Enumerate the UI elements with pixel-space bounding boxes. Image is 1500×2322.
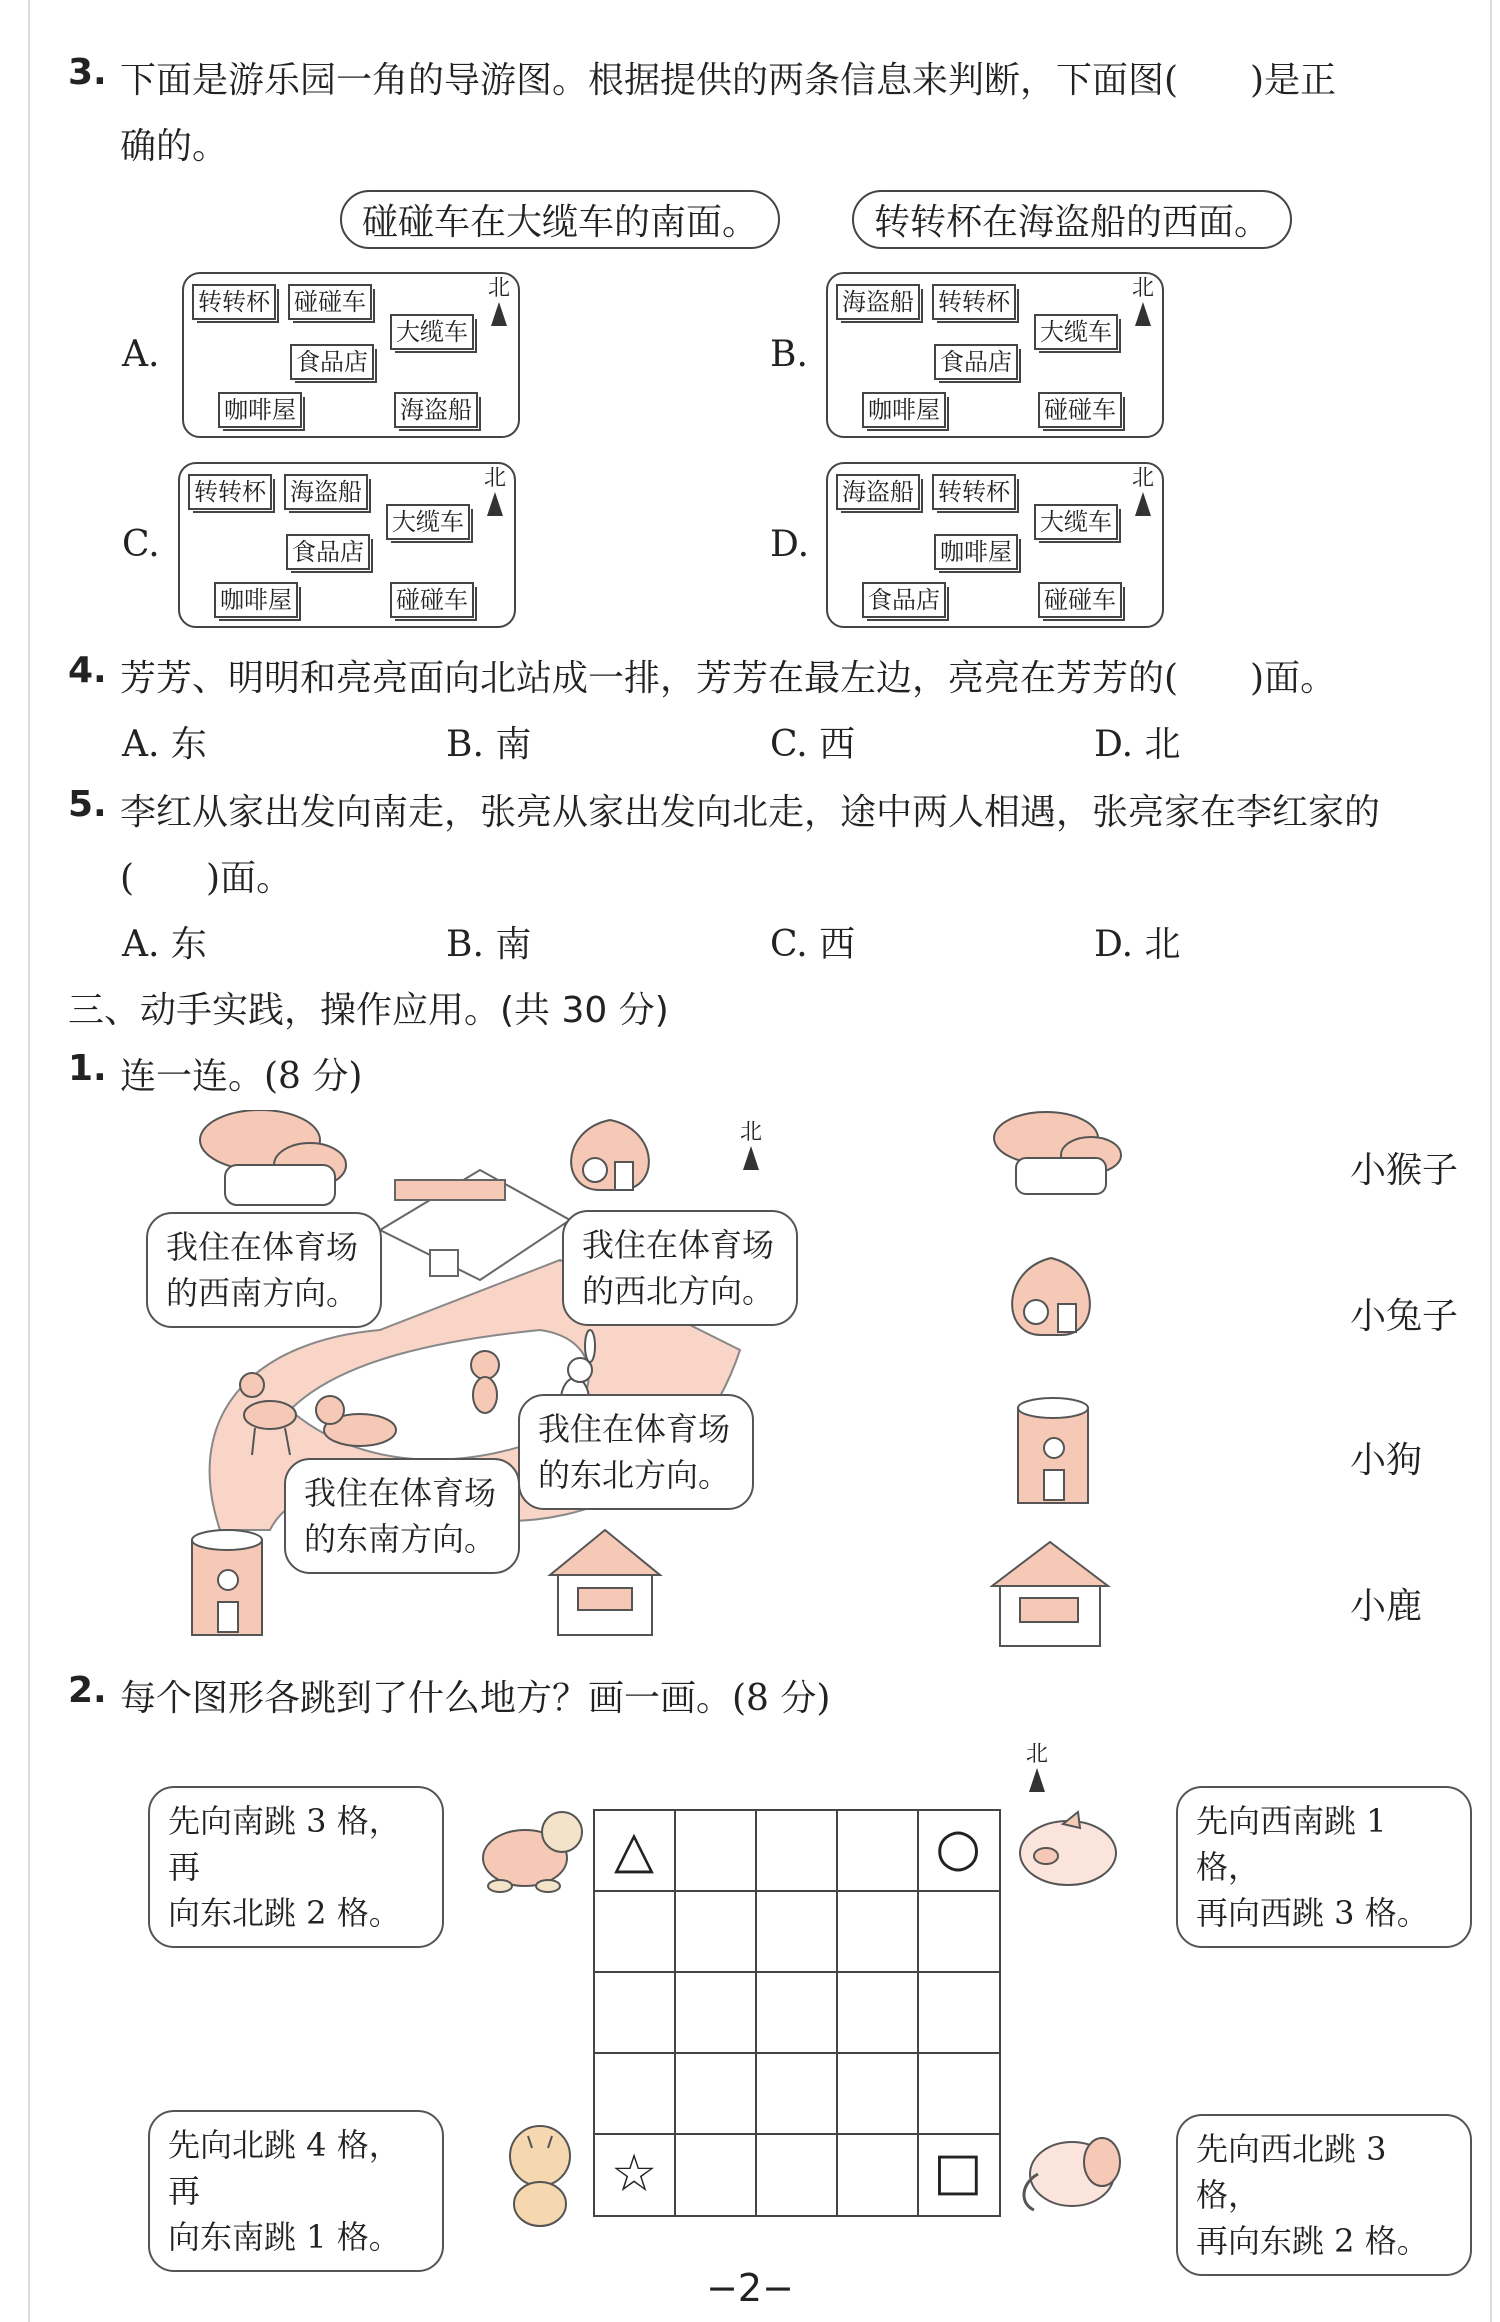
map-d-middle: 咖啡屋 (934, 534, 1018, 570)
elephant-icon (1010, 2124, 1130, 2224)
map-a-north-icon: 北 (484, 278, 514, 326)
q3-text-line1: 下面是游乐园一角的导游图。根据提供的两条信息来判断，下面图( )是正 (120, 60, 1337, 101)
map-a-bottom-right: 海盗船 (394, 392, 478, 428)
bubble-line: 的西北方向。 (582, 1272, 775, 1310)
bubble-line: 向东南跳 1 格。 (168, 2218, 401, 2256)
peach-house-icon (571, 1120, 649, 1190)
q4-option-a[interactable]: A. 东 (122, 724, 207, 765)
map-a-bottom-left: 咖啡屋 (218, 392, 302, 428)
bubble-line: 先向西南跳 1 格， (1196, 1802, 1387, 1886)
q5-option-d[interactable]: D. 北 (1094, 924, 1181, 965)
bubble-line: 我住在体育场 (538, 1410, 731, 1448)
triangle-shape: △ (614, 1820, 654, 1880)
q3-clue-2: 转转杯在海盗船的西面。 (852, 190, 1292, 249)
map-c-bottom-left: 咖啡屋 (214, 582, 298, 618)
section-3-heading: 三、动手实践，操作应用。(共 30 分) (68, 990, 669, 1031)
circle-shape: ○ (935, 1818, 981, 1878)
q3-number: 3. (68, 52, 107, 93)
map-a-right: 大缆车 (390, 314, 474, 350)
q5-text-line2: ( )面。 (120, 858, 293, 899)
tiger-speech-bubble (148, 2110, 444, 2272)
speech-bubble-northeast (518, 1394, 754, 1510)
stadium-building-icon (380, 1170, 570, 1280)
bubble-line: 我住在体育场 (582, 1226, 775, 1264)
q5-option-b[interactable]: B. 南 (446, 924, 532, 965)
q4-text: 芳芳、明明和亮亮面向北站成一排，芳芳在最左边，亮亮在芳芳的( )面。 (120, 658, 1337, 699)
q5-option-c[interactable]: C. 西 (770, 924, 856, 965)
page-number: −2− (706, 2266, 794, 2310)
map-c-top-mid: 海盗船 (284, 474, 368, 510)
square-shape: □ (933, 2142, 983, 2202)
animal-label-rabbit[interactable]: 小兔子 (1350, 1296, 1459, 1337)
map-c (178, 462, 516, 628)
map-c-label[interactable]: C. (122, 524, 160, 565)
map-b-top-left: 海盗船 (836, 284, 920, 320)
q4-number: 4. (68, 650, 107, 691)
map-c-right: 大缆车 (386, 504, 470, 540)
page-border-right (1490, 0, 1492, 2322)
map-b-label[interactable]: B. (770, 334, 808, 375)
elephant-speech-bubble (1176, 2114, 1472, 2276)
tiger-icon (490, 2118, 590, 2228)
bubble-line: 我住在体育场 (304, 1474, 497, 1512)
q5-text-line1: 李红从家出发向南走，张亮从家出发向北走，途中两人相遇，张亮家在李红家的 (120, 792, 1381, 833)
map-a-middle: 食品店 (290, 344, 374, 380)
map-a (182, 272, 520, 438)
bubble-line: 我住在体育场 (166, 1228, 359, 1266)
stump-house-icon (192, 1530, 262, 1635)
animal-label-dog[interactable]: 小狗 (1350, 1440, 1423, 1481)
q3-clue-1: 碰碰车在大缆车的南面。 (340, 190, 780, 249)
map-d-bottom-right: 碰碰车 (1038, 582, 1122, 618)
q5-option-a[interactable]: A. 东 (122, 924, 207, 965)
cabin-house-icon (550, 1530, 660, 1635)
bubble-line: 先向西北跳 3 格， (1196, 2130, 1387, 2214)
map-d-right: 大缆车 (1034, 504, 1118, 540)
bubble-line: 的西南方向。 (166, 1274, 359, 1312)
p1-number: 1. (68, 1048, 107, 1089)
p2-number: 2. (68, 1670, 107, 1711)
bubble-line: 的东南方向。 (304, 1520, 497, 1558)
bubble-line: 再向东跳 2 格。 (1196, 2222, 1429, 2260)
page-border-left (28, 0, 30, 2322)
map-a-top-left: 转转杯 (192, 284, 276, 320)
bubble-line: 再向西跳 3 格。 (1196, 1894, 1429, 1932)
pig-speech-bubble (1176, 1786, 1472, 1948)
q4-option-c[interactable]: C. 西 (770, 724, 856, 765)
map-c-north-icon: 北 (480, 468, 510, 516)
map-d-bottom-left: 食品店 (862, 582, 946, 618)
animal-label-monkey[interactable]: 小猴子 (1350, 1150, 1459, 1191)
bubble-line: 向东北跳 2 格。 (168, 1894, 401, 1932)
scene-north-icon: 北 (736, 1122, 766, 1170)
map-a-top-mid: 碰碰车 (288, 284, 372, 320)
p2-text: 每个图形各跳到了什么地方？画一画。(8 分) (120, 1678, 831, 1719)
animal-label-deer[interactable]: 小鹿 (1350, 1586, 1423, 1627)
q5-number: 5. (68, 784, 107, 825)
map-b-middle: 食品店 (934, 344, 1018, 380)
map-d-north-icon: 北 (1128, 468, 1158, 516)
right-stump-house-icon (1004, 1390, 1114, 1510)
right-peach-house-icon (996, 1250, 1116, 1340)
right-cabin-house-icon (990, 1540, 1120, 1650)
map-c-bottom-right: 碰碰车 (390, 582, 474, 618)
speech-bubble-southeast (284, 1458, 520, 1574)
right-mushroom-house-icon (986, 1110, 1126, 1200)
map-d-top-left: 海盗船 (836, 474, 920, 510)
map-b-north-icon: 北 (1128, 278, 1158, 326)
speech-bubble-northwest (562, 1210, 798, 1326)
turtle-icon (470, 1796, 590, 1896)
bubble-line: 先向北跳 4 格，再 (168, 2126, 401, 2210)
q4-option-d[interactable]: D. 北 (1094, 724, 1181, 765)
bubble-line: 先向南跳 3 格，再 (168, 1802, 401, 1886)
turtle-speech-bubble (148, 1786, 444, 1948)
q3-text-line2: 确的。 (120, 126, 229, 167)
map-b-bottom-right: 碰碰车 (1038, 392, 1122, 428)
map-d (826, 462, 1164, 628)
map-d-label[interactable]: D. (770, 524, 810, 565)
map-c-middle: 食品店 (286, 534, 370, 570)
pig-icon (1008, 1808, 1128, 1898)
map-a-label[interactable]: A. (122, 334, 160, 375)
map-b-right: 大缆车 (1034, 314, 1118, 350)
map-b-bottom-left: 咖啡屋 (862, 392, 946, 428)
bubble-line: 的东北方向。 (538, 1456, 731, 1494)
p1-text: 连一连。(8 分) (120, 1056, 363, 1097)
star-shape: ☆ (610, 2144, 658, 2204)
map-c-top-left: 转转杯 (188, 474, 272, 510)
speech-bubble-southwest (146, 1212, 382, 1328)
map-b (826, 272, 1164, 438)
map-d-top-mid: 转转杯 (932, 474, 1016, 510)
q4-option-b[interactable]: B. 南 (446, 724, 532, 765)
map-b-top-mid: 转转杯 (932, 284, 1016, 320)
grid-north-icon: 北 (1022, 1744, 1052, 1792)
mushroom-house-icon (200, 1110, 346, 1205)
